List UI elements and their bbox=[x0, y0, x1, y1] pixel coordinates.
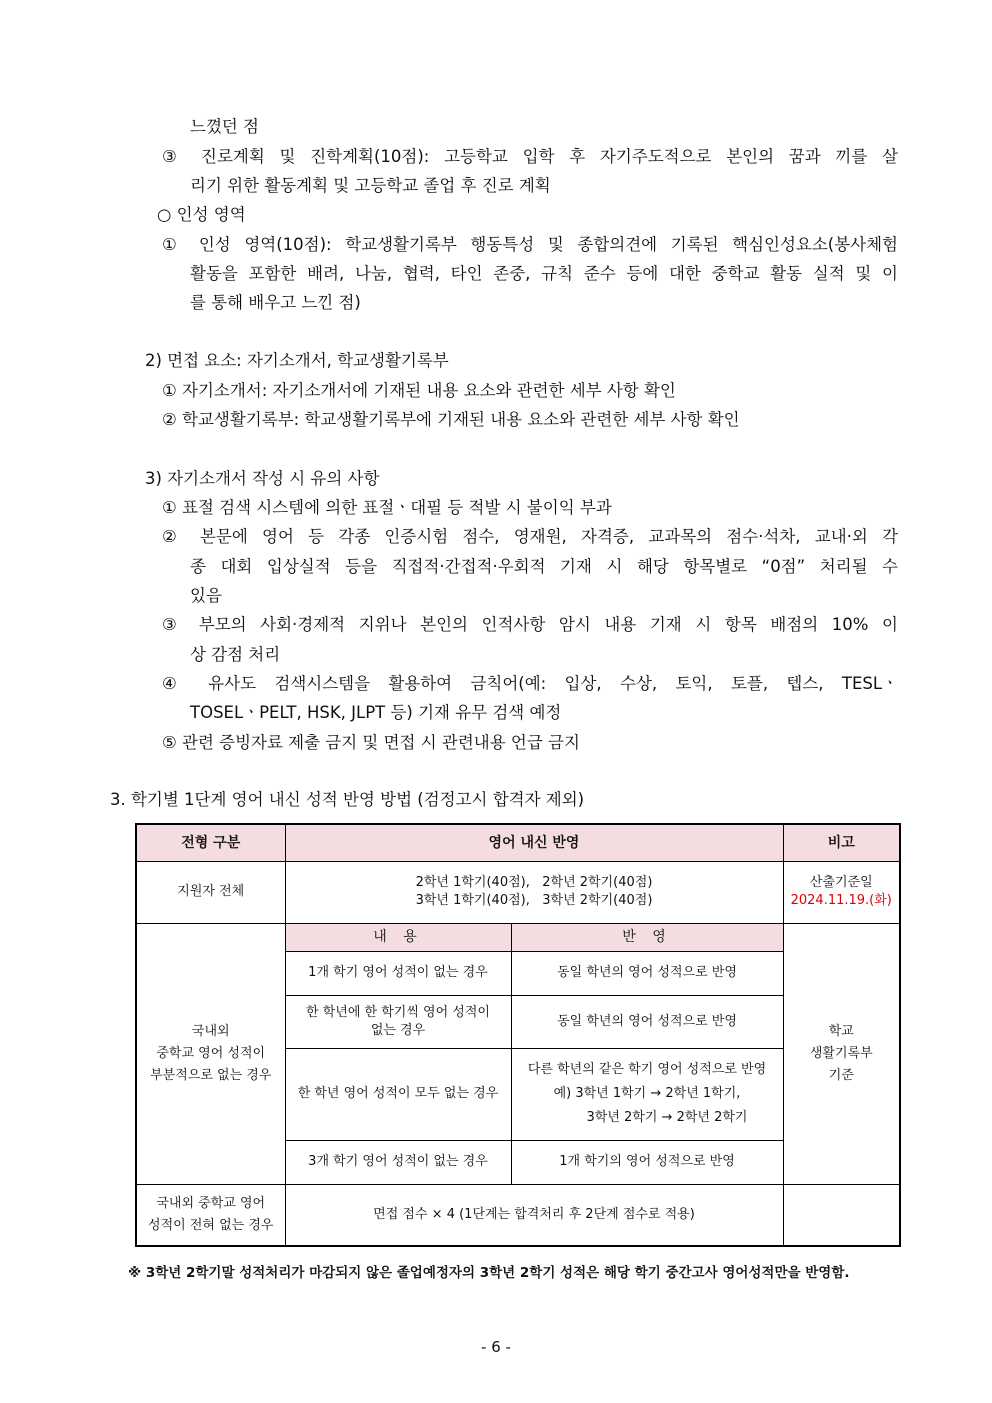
partial-note bbox=[783, 923, 900, 1184]
line-2: 리기 위한 활동계획 및 고등학교 졸업 후 진로 계획 bbox=[190, 176, 551, 195]
table-row-content: 3개 학기 영어 성적이 없는 경우 bbox=[285, 1140, 511, 1184]
line-7: 2) 면접 요소: 자기소개서, 학교생활기록부 bbox=[145, 351, 449, 370]
calc-base-date-label: 산출기준일 bbox=[809, 875, 873, 890]
content-line1: 한 학년에 한 학기씩 영어 성적이 bbox=[306, 1004, 490, 1020]
english-grade-table bbox=[135, 823, 901, 1247]
line-12: ② 본문에 영어 등 각종 인증시험 점수, 영재원, 자격증, 교과목의 점수·석차, 교내·외 각 bbox=[162, 527, 898, 546]
partial-type-line2: 중학교 영어 성적이 bbox=[156, 1045, 266, 1061]
line-18: TOSELㆍPELT, HSK, JLPT 등) 기재 유무 검색 예정 bbox=[190, 703, 562, 722]
partial-type-line1: 국내외 bbox=[191, 1023, 230, 1039]
partial-note-line1: 학교 bbox=[828, 1023, 854, 1039]
partial-type-line3: 부분적으로 없는 경우 bbox=[150, 1067, 272, 1083]
table-row-reflect bbox=[511, 1048, 783, 1140]
none-type bbox=[136, 1184, 285, 1246]
footnote: ※ 3학년 2학기말 성적처리가 마감되지 않은 졸업예정자의 3학년 2학기 성적은 해당 학기 중간고사 영어성적만을 반영함. bbox=[128, 1265, 850, 1281]
line-8: ① 자기소개서: 자기소개서에 기재된 내용 요소와 관련한 세부 사항 확인 bbox=[162, 381, 676, 400]
header-note: 비고 bbox=[783, 824, 900, 861]
line-10: 3) 자기소개서 작성 시 유의 사항 bbox=[145, 469, 380, 488]
line-4: ① 인성 영역(10점): 학교생활기록부 행동특성 및 종합의견에 기록된 핵심인성요소(봉사체험 bbox=[162, 235, 898, 254]
row-all-line1: 2학년 1학기(40점), 2학년 2학기(40점) bbox=[415, 875, 653, 890]
table-row-reflect: 동일 학년의 영어 성적으로 반영 bbox=[511, 951, 783, 995]
content-line2: 없는 경우 bbox=[370, 1022, 426, 1038]
partial-note-line3: 기준 bbox=[828, 1067, 854, 1083]
line-3: ○ 인성 영역 bbox=[157, 205, 246, 224]
line-17: ④ 유사도 검색시스템을 활용하여 금칙어(예: 입상, 수상, 토익, 토플, 텝스, TESLㆍ bbox=[162, 674, 898, 693]
header-type: 전형 구분 bbox=[136, 824, 285, 861]
none-type-line1: 국내외 중학교 영어 bbox=[156, 1195, 266, 1211]
reflect-line2: 예) 3학년 1학기 → 2학년 1학기, bbox=[553, 1086, 741, 1101]
line-9: ② 학교생활기록부: 학교생활기록부에 기재된 내용 요소와 관련한 세부 사항 확인 bbox=[162, 410, 740, 429]
line-19: ⑤ 관련 증빙자료 제출 금지 및 면접 시 관련내용 언급 금지 bbox=[162, 733, 580, 752]
row-all-note bbox=[783, 861, 900, 923]
line-16: 상 감점 처리 bbox=[190, 645, 281, 664]
line-15: ③ 부모의 사회·경제적 지위나 본인의 인적사항 암시 내용 기재 시 항목 배점의 10% 이 bbox=[162, 615, 898, 634]
partial-type bbox=[136, 923, 285, 1184]
line-0: 느꼈던 점 bbox=[190, 117, 260, 136]
line-14: 있음 bbox=[190, 586, 222, 605]
header-reflection: 영어 내신 반영 bbox=[285, 824, 783, 861]
row-all-line2: 3학년 1학기(40점), 3학년 2학기(40점) bbox=[415, 893, 653, 908]
table-row-reflect: 동일 학년의 영어 성적으로 반영 bbox=[511, 995, 783, 1048]
none-reflection: 면접 점수 × 4 (1단계는 합격처리 후 2단계 점수로 적용) bbox=[285, 1184, 783, 1246]
table-row-content bbox=[285, 995, 511, 1048]
line-1: ③ 진로계획 및 진학계획(10점): 고등학교 입학 후 자기주도적으로 본인의 꿈과 끼를 살 bbox=[162, 147, 898, 166]
none-type-line2: 성적이 전혀 없는 경우 bbox=[148, 1217, 274, 1233]
row-all-type: 지원자 전체 bbox=[136, 861, 285, 923]
line-5: 활동을 포함한 배려, 나눔, 협력, 타인 존중, 규칙 준수 등에 대한 중학교 활동 실적 및 이 bbox=[190, 264, 898, 283]
page-number: - 6 - bbox=[481, 1338, 511, 1356]
line-11: ① 표절 검색 시스템에 의한 표절ㆍ대필 등 적발 시 불이익 부과 bbox=[162, 498, 612, 517]
table-row-content: 한 학년 영어 성적이 모두 없는 경우 bbox=[285, 1048, 511, 1140]
line-6: 를 통해 배우고 느낀 점) bbox=[190, 293, 361, 312]
section-3-title: 3. 학기별 1단계 영어 내신 성적 반영 방법 (검정고시 합격자 제외) bbox=[110, 790, 585, 809]
subheader-reflect: 반 영 bbox=[511, 923, 783, 951]
subheader-content: 내 용 bbox=[285, 923, 511, 951]
line-13: 종 대회 입상실적 등을 직접적·간접적·우회적 기재 시 해당 항목별로 “0점” 처리될 수 bbox=[190, 557, 898, 576]
partial-note-line2: 생활기록부 bbox=[809, 1045, 873, 1061]
reflect-line3: 3학년 2학기 → 2학년 2학기 bbox=[586, 1110, 748, 1125]
none-note bbox=[783, 1184, 900, 1246]
table-row-content: 1개 학기 영어 성적이 없는 경우 bbox=[285, 951, 511, 995]
table-row-reflect: 1개 학기의 영어 성적으로 반영 bbox=[511, 1140, 783, 1184]
reflect-line1: 다른 학년의 같은 학기 영어 성적으로 반영 bbox=[527, 1062, 767, 1077]
calc-base-date: 2024.11.19.(화) bbox=[790, 893, 892, 908]
row-all-reflection bbox=[285, 861, 783, 923]
